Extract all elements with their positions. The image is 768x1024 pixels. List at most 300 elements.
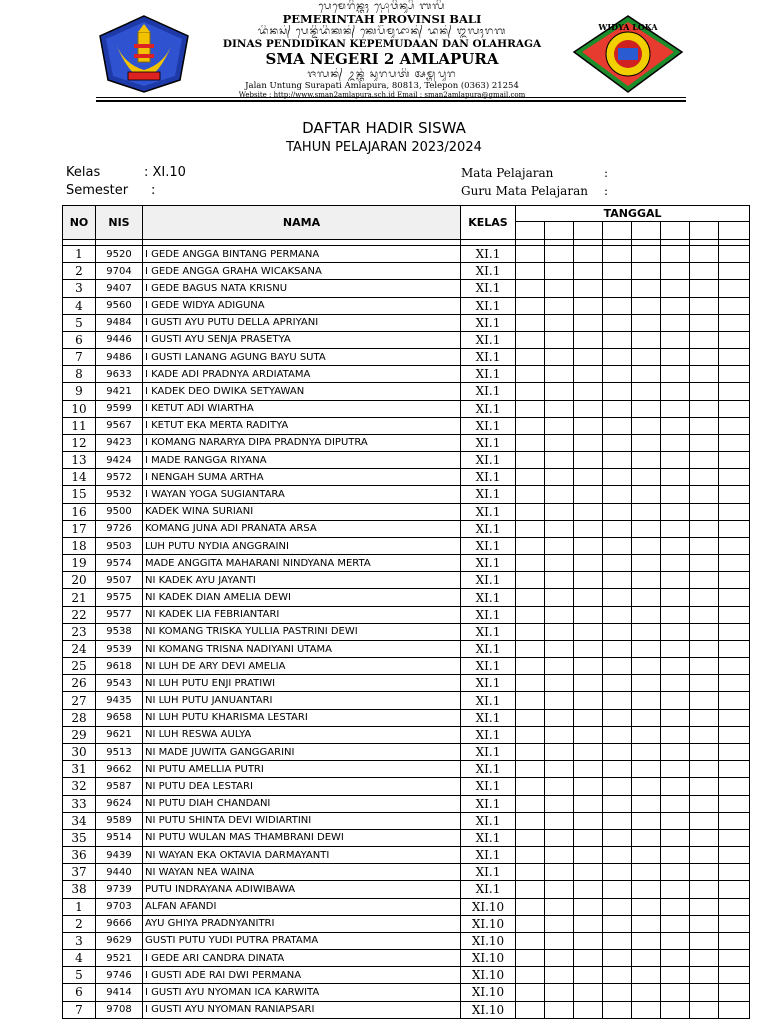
attendance-cell[interactable] xyxy=(690,331,719,348)
attendance-cell[interactable] xyxy=(690,297,719,314)
attendance-cell[interactable] xyxy=(661,795,690,812)
attendance-cell[interactable] xyxy=(719,434,750,451)
attendance-cell[interactable] xyxy=(603,847,632,864)
attendance-cell[interactable] xyxy=(516,555,545,572)
attendance-cell[interactable] xyxy=(632,400,661,417)
attendance-cell[interactable] xyxy=(632,331,661,348)
attendance-cell[interactable] xyxy=(516,915,545,932)
attendance-cell[interactable] xyxy=(603,503,632,520)
attendance-cell[interactable] xyxy=(661,967,690,984)
attendance-cell[interactable] xyxy=(516,434,545,451)
attendance-cell[interactable] xyxy=(719,1001,750,1018)
attendance-cell[interactable] xyxy=(516,469,545,486)
attendance-cell[interactable] xyxy=(516,898,545,915)
attendance-cell[interactable] xyxy=(661,932,690,949)
attendance-cell[interactable] xyxy=(690,864,719,881)
attendance-cell[interactable] xyxy=(632,555,661,572)
attendance-cell[interactable] xyxy=(545,555,574,572)
attendance-cell[interactable] xyxy=(603,280,632,297)
date-column-cell[interactable] xyxy=(603,222,632,240)
attendance-cell[interactable] xyxy=(545,246,574,263)
attendance-cell[interactable] xyxy=(690,743,719,760)
attendance-cell[interactable] xyxy=(574,452,603,469)
attendance-cell[interactable] xyxy=(574,503,603,520)
attendance-cell[interactable] xyxy=(574,795,603,812)
attendance-cell[interactable] xyxy=(516,950,545,967)
attendance-cell[interactable] xyxy=(603,486,632,503)
attendance-cell[interactable] xyxy=(545,417,574,434)
date-column-cell[interactable] xyxy=(574,222,603,240)
attendance-cell[interactable] xyxy=(719,469,750,486)
attendance-cell[interactable] xyxy=(574,383,603,400)
attendance-cell[interactable] xyxy=(661,1001,690,1018)
attendance-cell[interactable] xyxy=(603,829,632,846)
attendance-cell[interactable] xyxy=(603,640,632,657)
attendance-cell[interactable] xyxy=(603,812,632,829)
attendance-cell[interactable] xyxy=(516,743,545,760)
attendance-cell[interactable] xyxy=(574,658,603,675)
attendance-cell[interactable] xyxy=(632,829,661,846)
attendance-cell[interactable] xyxy=(516,400,545,417)
attendance-cell[interactable] xyxy=(632,417,661,434)
attendance-cell[interactable] xyxy=(603,795,632,812)
attendance-cell[interactable] xyxy=(632,520,661,537)
attendance-cell[interactable] xyxy=(574,829,603,846)
attendance-cell[interactable] xyxy=(632,486,661,503)
attendance-cell[interactable] xyxy=(632,537,661,554)
attendance-cell[interactable] xyxy=(574,812,603,829)
attendance-cell[interactable] xyxy=(661,417,690,434)
attendance-cell[interactable] xyxy=(632,263,661,280)
attendance-cell[interactable] xyxy=(545,847,574,864)
attendance-cell[interactable] xyxy=(545,675,574,692)
attendance-cell[interactable] xyxy=(632,297,661,314)
attendance-cell[interactable] xyxy=(719,640,750,657)
attendance-cell[interactable] xyxy=(516,726,545,743)
attendance-cell[interactable] xyxy=(690,967,719,984)
attendance-cell[interactable] xyxy=(574,967,603,984)
attendance-cell[interactable] xyxy=(603,1001,632,1018)
attendance-cell[interactable] xyxy=(603,366,632,383)
attendance-cell[interactable] xyxy=(516,623,545,640)
attendance-cell[interactable] xyxy=(690,795,719,812)
attendance-cell[interactable] xyxy=(719,692,750,709)
attendance-cell[interactable] xyxy=(574,400,603,417)
attendance-cell[interactable] xyxy=(574,778,603,795)
attendance-cell[interactable] xyxy=(516,864,545,881)
attendance-cell[interactable] xyxy=(632,349,661,366)
attendance-cell[interactable] xyxy=(545,692,574,709)
attendance-cell[interactable] xyxy=(603,572,632,589)
attendance-cell[interactable] xyxy=(545,452,574,469)
attendance-cell[interactable] xyxy=(516,503,545,520)
attendance-cell[interactable] xyxy=(516,520,545,537)
attendance-cell[interactable] xyxy=(719,366,750,383)
attendance-cell[interactable] xyxy=(690,675,719,692)
attendance-cell[interactable] xyxy=(516,589,545,606)
attendance-cell[interactable] xyxy=(545,812,574,829)
attendance-cell[interactable] xyxy=(690,881,719,898)
attendance-cell[interactable] xyxy=(661,555,690,572)
attendance-cell[interactable] xyxy=(574,932,603,949)
attendance-cell[interactable] xyxy=(603,383,632,400)
attendance-cell[interactable] xyxy=(719,314,750,331)
attendance-cell[interactable] xyxy=(719,520,750,537)
attendance-cell[interactable] xyxy=(603,778,632,795)
attendance-cell[interactable] xyxy=(603,555,632,572)
date-column-cell[interactable] xyxy=(545,222,574,240)
attendance-cell[interactable] xyxy=(632,675,661,692)
attendance-cell[interactable] xyxy=(574,555,603,572)
attendance-cell[interactable] xyxy=(603,452,632,469)
attendance-cell[interactable] xyxy=(574,520,603,537)
attendance-cell[interactable] xyxy=(516,486,545,503)
attendance-cell[interactable] xyxy=(661,349,690,366)
attendance-cell[interactable] xyxy=(516,606,545,623)
attendance-cell[interactable] xyxy=(603,881,632,898)
attendance-cell[interactable] xyxy=(632,743,661,760)
attendance-cell[interactable] xyxy=(690,984,719,1001)
attendance-cell[interactable] xyxy=(632,967,661,984)
attendance-cell[interactable] xyxy=(574,623,603,640)
attendance-cell[interactable] xyxy=(516,417,545,434)
attendance-cell[interactable] xyxy=(632,761,661,778)
attendance-cell[interactable] xyxy=(690,726,719,743)
attendance-cell[interactable] xyxy=(574,640,603,657)
attendance-cell[interactable] xyxy=(661,537,690,554)
attendance-cell[interactable] xyxy=(632,692,661,709)
attendance-cell[interactable] xyxy=(632,366,661,383)
attendance-cell[interactable] xyxy=(632,246,661,263)
attendance-cell[interactable] xyxy=(545,537,574,554)
attendance-cell[interactable] xyxy=(516,881,545,898)
attendance-cell[interactable] xyxy=(574,537,603,554)
attendance-cell[interactable] xyxy=(516,349,545,366)
attendance-cell[interactable] xyxy=(603,743,632,760)
attendance-cell[interactable] xyxy=(690,366,719,383)
attendance-cell[interactable] xyxy=(690,692,719,709)
attendance-cell[interactable] xyxy=(632,658,661,675)
attendance-cell[interactable] xyxy=(603,246,632,263)
attendance-cell[interactable] xyxy=(574,366,603,383)
attendance-cell[interactable] xyxy=(661,658,690,675)
attendance-cell[interactable] xyxy=(574,331,603,348)
attendance-cell[interactable] xyxy=(545,280,574,297)
attendance-cell[interactable] xyxy=(574,709,603,726)
attendance-cell[interactable] xyxy=(603,297,632,314)
attendance-cell[interactable] xyxy=(661,246,690,263)
attendance-cell[interactable] xyxy=(719,400,750,417)
attendance-cell[interactable] xyxy=(632,950,661,967)
attendance-cell[interactable] xyxy=(719,589,750,606)
attendance-cell[interactable] xyxy=(603,967,632,984)
attendance-cell[interactable] xyxy=(516,692,545,709)
attendance-cell[interactable] xyxy=(545,606,574,623)
attendance-cell[interactable] xyxy=(690,452,719,469)
attendance-cell[interactable] xyxy=(574,246,603,263)
attendance-cell[interactable] xyxy=(516,297,545,314)
attendance-cell[interactable] xyxy=(574,263,603,280)
attendance-cell[interactable] xyxy=(574,915,603,932)
attendance-cell[interactable] xyxy=(719,486,750,503)
attendance-cell[interactable] xyxy=(632,572,661,589)
attendance-cell[interactable] xyxy=(719,623,750,640)
date-column-cell[interactable] xyxy=(632,222,661,240)
attendance-cell[interactable] xyxy=(661,263,690,280)
attendance-cell[interactable] xyxy=(719,383,750,400)
attendance-cell[interactable] xyxy=(661,984,690,1001)
attendance-cell[interactable] xyxy=(574,589,603,606)
attendance-cell[interactable] xyxy=(690,1001,719,1018)
attendance-cell[interactable] xyxy=(719,537,750,554)
attendance-cell[interactable] xyxy=(545,623,574,640)
attendance-cell[interactable] xyxy=(690,829,719,846)
attendance-cell[interactable] xyxy=(516,537,545,554)
attendance-cell[interactable] xyxy=(632,503,661,520)
attendance-cell[interactable] xyxy=(661,623,690,640)
attendance-cell[interactable] xyxy=(690,761,719,778)
attendance-cell[interactable] xyxy=(516,331,545,348)
attendance-cell[interactable] xyxy=(719,503,750,520)
attendance-cell[interactable] xyxy=(632,623,661,640)
attendance-cell[interactable] xyxy=(719,606,750,623)
attendance-cell[interactable] xyxy=(661,675,690,692)
attendance-cell[interactable] xyxy=(603,692,632,709)
attendance-cell[interactable] xyxy=(632,452,661,469)
attendance-cell[interactable] xyxy=(719,297,750,314)
attendance-cell[interactable] xyxy=(661,469,690,486)
attendance-cell[interactable] xyxy=(545,520,574,537)
attendance-cell[interactable] xyxy=(545,658,574,675)
attendance-cell[interactable] xyxy=(545,950,574,967)
attendance-cell[interactable] xyxy=(690,400,719,417)
attendance-cell[interactable] xyxy=(719,726,750,743)
attendance-cell[interactable] xyxy=(603,726,632,743)
attendance-cell[interactable] xyxy=(661,692,690,709)
attendance-cell[interactable] xyxy=(661,606,690,623)
attendance-cell[interactable] xyxy=(719,950,750,967)
attendance-cell[interactable] xyxy=(632,984,661,1001)
attendance-cell[interactable] xyxy=(632,915,661,932)
attendance-cell[interactable] xyxy=(574,743,603,760)
attendance-cell[interactable] xyxy=(632,864,661,881)
attendance-cell[interactable] xyxy=(545,795,574,812)
attendance-cell[interactable] xyxy=(719,881,750,898)
attendance-cell[interactable] xyxy=(574,486,603,503)
attendance-cell[interactable] xyxy=(632,709,661,726)
attendance-cell[interactable] xyxy=(690,486,719,503)
attendance-cell[interactable] xyxy=(545,400,574,417)
attendance-cell[interactable] xyxy=(545,314,574,331)
attendance-cell[interactable] xyxy=(516,640,545,657)
attendance-cell[interactable] xyxy=(719,761,750,778)
attendance-cell[interactable] xyxy=(545,383,574,400)
attendance-cell[interactable] xyxy=(516,778,545,795)
attendance-cell[interactable] xyxy=(574,1001,603,1018)
attendance-cell[interactable] xyxy=(661,640,690,657)
attendance-cell[interactable] xyxy=(603,623,632,640)
attendance-cell[interactable] xyxy=(603,537,632,554)
attendance-cell[interactable] xyxy=(690,280,719,297)
attendance-cell[interactable] xyxy=(632,469,661,486)
attendance-cell[interactable] xyxy=(690,469,719,486)
attendance-cell[interactable] xyxy=(516,1001,545,1018)
attendance-cell[interactable] xyxy=(545,263,574,280)
date-column-cell[interactable] xyxy=(690,222,719,240)
attendance-cell[interactable] xyxy=(516,984,545,1001)
attendance-cell[interactable] xyxy=(516,829,545,846)
attendance-cell[interactable] xyxy=(632,847,661,864)
attendance-cell[interactable] xyxy=(690,314,719,331)
attendance-cell[interactable] xyxy=(661,452,690,469)
attendance-cell[interactable] xyxy=(545,640,574,657)
attendance-cell[interactable] xyxy=(632,314,661,331)
attendance-cell[interactable] xyxy=(719,349,750,366)
attendance-cell[interactable] xyxy=(632,383,661,400)
attendance-cell[interactable] xyxy=(661,589,690,606)
attendance-cell[interactable] xyxy=(574,572,603,589)
attendance-cell[interactable] xyxy=(603,520,632,537)
attendance-cell[interactable] xyxy=(632,778,661,795)
attendance-cell[interactable] xyxy=(574,864,603,881)
attendance-cell[interactable] xyxy=(661,400,690,417)
attendance-cell[interactable] xyxy=(603,658,632,675)
attendance-cell[interactable] xyxy=(574,417,603,434)
attendance-cell[interactable] xyxy=(516,709,545,726)
attendance-cell[interactable] xyxy=(661,950,690,967)
attendance-cell[interactable] xyxy=(516,761,545,778)
attendance-cell[interactable] xyxy=(719,847,750,864)
attendance-cell[interactable] xyxy=(719,417,750,434)
attendance-cell[interactable] xyxy=(516,314,545,331)
attendance-cell[interactable] xyxy=(603,864,632,881)
attendance-cell[interactable] xyxy=(661,726,690,743)
attendance-cell[interactable] xyxy=(690,778,719,795)
attendance-cell[interactable] xyxy=(690,503,719,520)
attendance-cell[interactable] xyxy=(603,950,632,967)
attendance-cell[interactable] xyxy=(545,469,574,486)
attendance-cell[interactable] xyxy=(516,280,545,297)
attendance-cell[interactable] xyxy=(603,263,632,280)
attendance-cell[interactable] xyxy=(545,967,574,984)
attendance-cell[interactable] xyxy=(719,555,750,572)
attendance-cell[interactable] xyxy=(603,675,632,692)
attendance-cell[interactable] xyxy=(574,606,603,623)
attendance-cell[interactable] xyxy=(661,847,690,864)
attendance-cell[interactable] xyxy=(574,847,603,864)
attendance-cell[interactable] xyxy=(574,434,603,451)
attendance-cell[interactable] xyxy=(661,434,690,451)
attendance-cell[interactable] xyxy=(545,503,574,520)
attendance-cell[interactable] xyxy=(516,795,545,812)
attendance-cell[interactable] xyxy=(545,932,574,949)
attendance-cell[interactable] xyxy=(516,246,545,263)
attendance-cell[interactable] xyxy=(719,743,750,760)
attendance-cell[interactable] xyxy=(603,400,632,417)
attendance-cell[interactable] xyxy=(603,589,632,606)
attendance-cell[interactable] xyxy=(719,331,750,348)
attendance-cell[interactable] xyxy=(719,572,750,589)
attendance-cell[interactable] xyxy=(719,280,750,297)
attendance-cell[interactable] xyxy=(545,743,574,760)
attendance-cell[interactable] xyxy=(690,932,719,949)
attendance-cell[interactable] xyxy=(661,520,690,537)
attendance-cell[interactable] xyxy=(661,829,690,846)
attendance-cell[interactable] xyxy=(690,555,719,572)
attendance-cell[interactable] xyxy=(574,898,603,915)
attendance-cell[interactable] xyxy=(690,623,719,640)
attendance-cell[interactable] xyxy=(603,417,632,434)
attendance-cell[interactable] xyxy=(661,331,690,348)
attendance-cell[interactable] xyxy=(690,383,719,400)
attendance-cell[interactable] xyxy=(574,314,603,331)
attendance-cell[interactable] xyxy=(574,675,603,692)
attendance-cell[interactable] xyxy=(719,658,750,675)
attendance-cell[interactable] xyxy=(690,417,719,434)
attendance-cell[interactable] xyxy=(661,503,690,520)
attendance-cell[interactable] xyxy=(632,589,661,606)
attendance-cell[interactable] xyxy=(516,847,545,864)
attendance-cell[interactable] xyxy=(574,280,603,297)
attendance-cell[interactable] xyxy=(603,434,632,451)
attendance-cell[interactable] xyxy=(661,366,690,383)
attendance-cell[interactable] xyxy=(545,1001,574,1018)
attendance-cell[interactable] xyxy=(690,263,719,280)
attendance-cell[interactable] xyxy=(516,263,545,280)
attendance-cell[interactable] xyxy=(632,640,661,657)
attendance-cell[interactable] xyxy=(690,709,719,726)
attendance-cell[interactable] xyxy=(690,572,719,589)
attendance-cell[interactable] xyxy=(545,486,574,503)
attendance-cell[interactable] xyxy=(719,915,750,932)
attendance-cell[interactable] xyxy=(632,1001,661,1018)
attendance-cell[interactable] xyxy=(632,726,661,743)
attendance-cell[interactable] xyxy=(632,812,661,829)
attendance-cell[interactable] xyxy=(603,349,632,366)
attendance-cell[interactable] xyxy=(719,898,750,915)
attendance-cell[interactable] xyxy=(661,915,690,932)
attendance-cell[interactable] xyxy=(516,812,545,829)
attendance-cell[interactable] xyxy=(690,434,719,451)
attendance-cell[interactable] xyxy=(632,795,661,812)
attendance-cell[interactable] xyxy=(690,520,719,537)
attendance-cell[interactable] xyxy=(719,709,750,726)
attendance-cell[interactable] xyxy=(632,434,661,451)
attendance-cell[interactable] xyxy=(545,726,574,743)
attendance-cell[interactable] xyxy=(574,297,603,314)
attendance-cell[interactable] xyxy=(690,898,719,915)
attendance-cell[interactable] xyxy=(574,881,603,898)
attendance-cell[interactable] xyxy=(719,778,750,795)
attendance-cell[interactable] xyxy=(690,349,719,366)
attendance-cell[interactable] xyxy=(545,366,574,383)
attendance-cell[interactable] xyxy=(661,864,690,881)
attendance-cell[interactable] xyxy=(603,984,632,1001)
attendance-cell[interactable] xyxy=(574,469,603,486)
attendance-cell[interactable] xyxy=(661,572,690,589)
attendance-cell[interactable] xyxy=(719,795,750,812)
attendance-cell[interactable] xyxy=(516,452,545,469)
attendance-cell[interactable] xyxy=(661,297,690,314)
attendance-cell[interactable] xyxy=(603,761,632,778)
attendance-cell[interactable] xyxy=(719,675,750,692)
attendance-cell[interactable] xyxy=(661,314,690,331)
attendance-cell[interactable] xyxy=(574,950,603,967)
attendance-cell[interactable] xyxy=(632,932,661,949)
attendance-cell[interactable] xyxy=(690,606,719,623)
attendance-cell[interactable] xyxy=(545,589,574,606)
attendance-cell[interactable] xyxy=(661,383,690,400)
